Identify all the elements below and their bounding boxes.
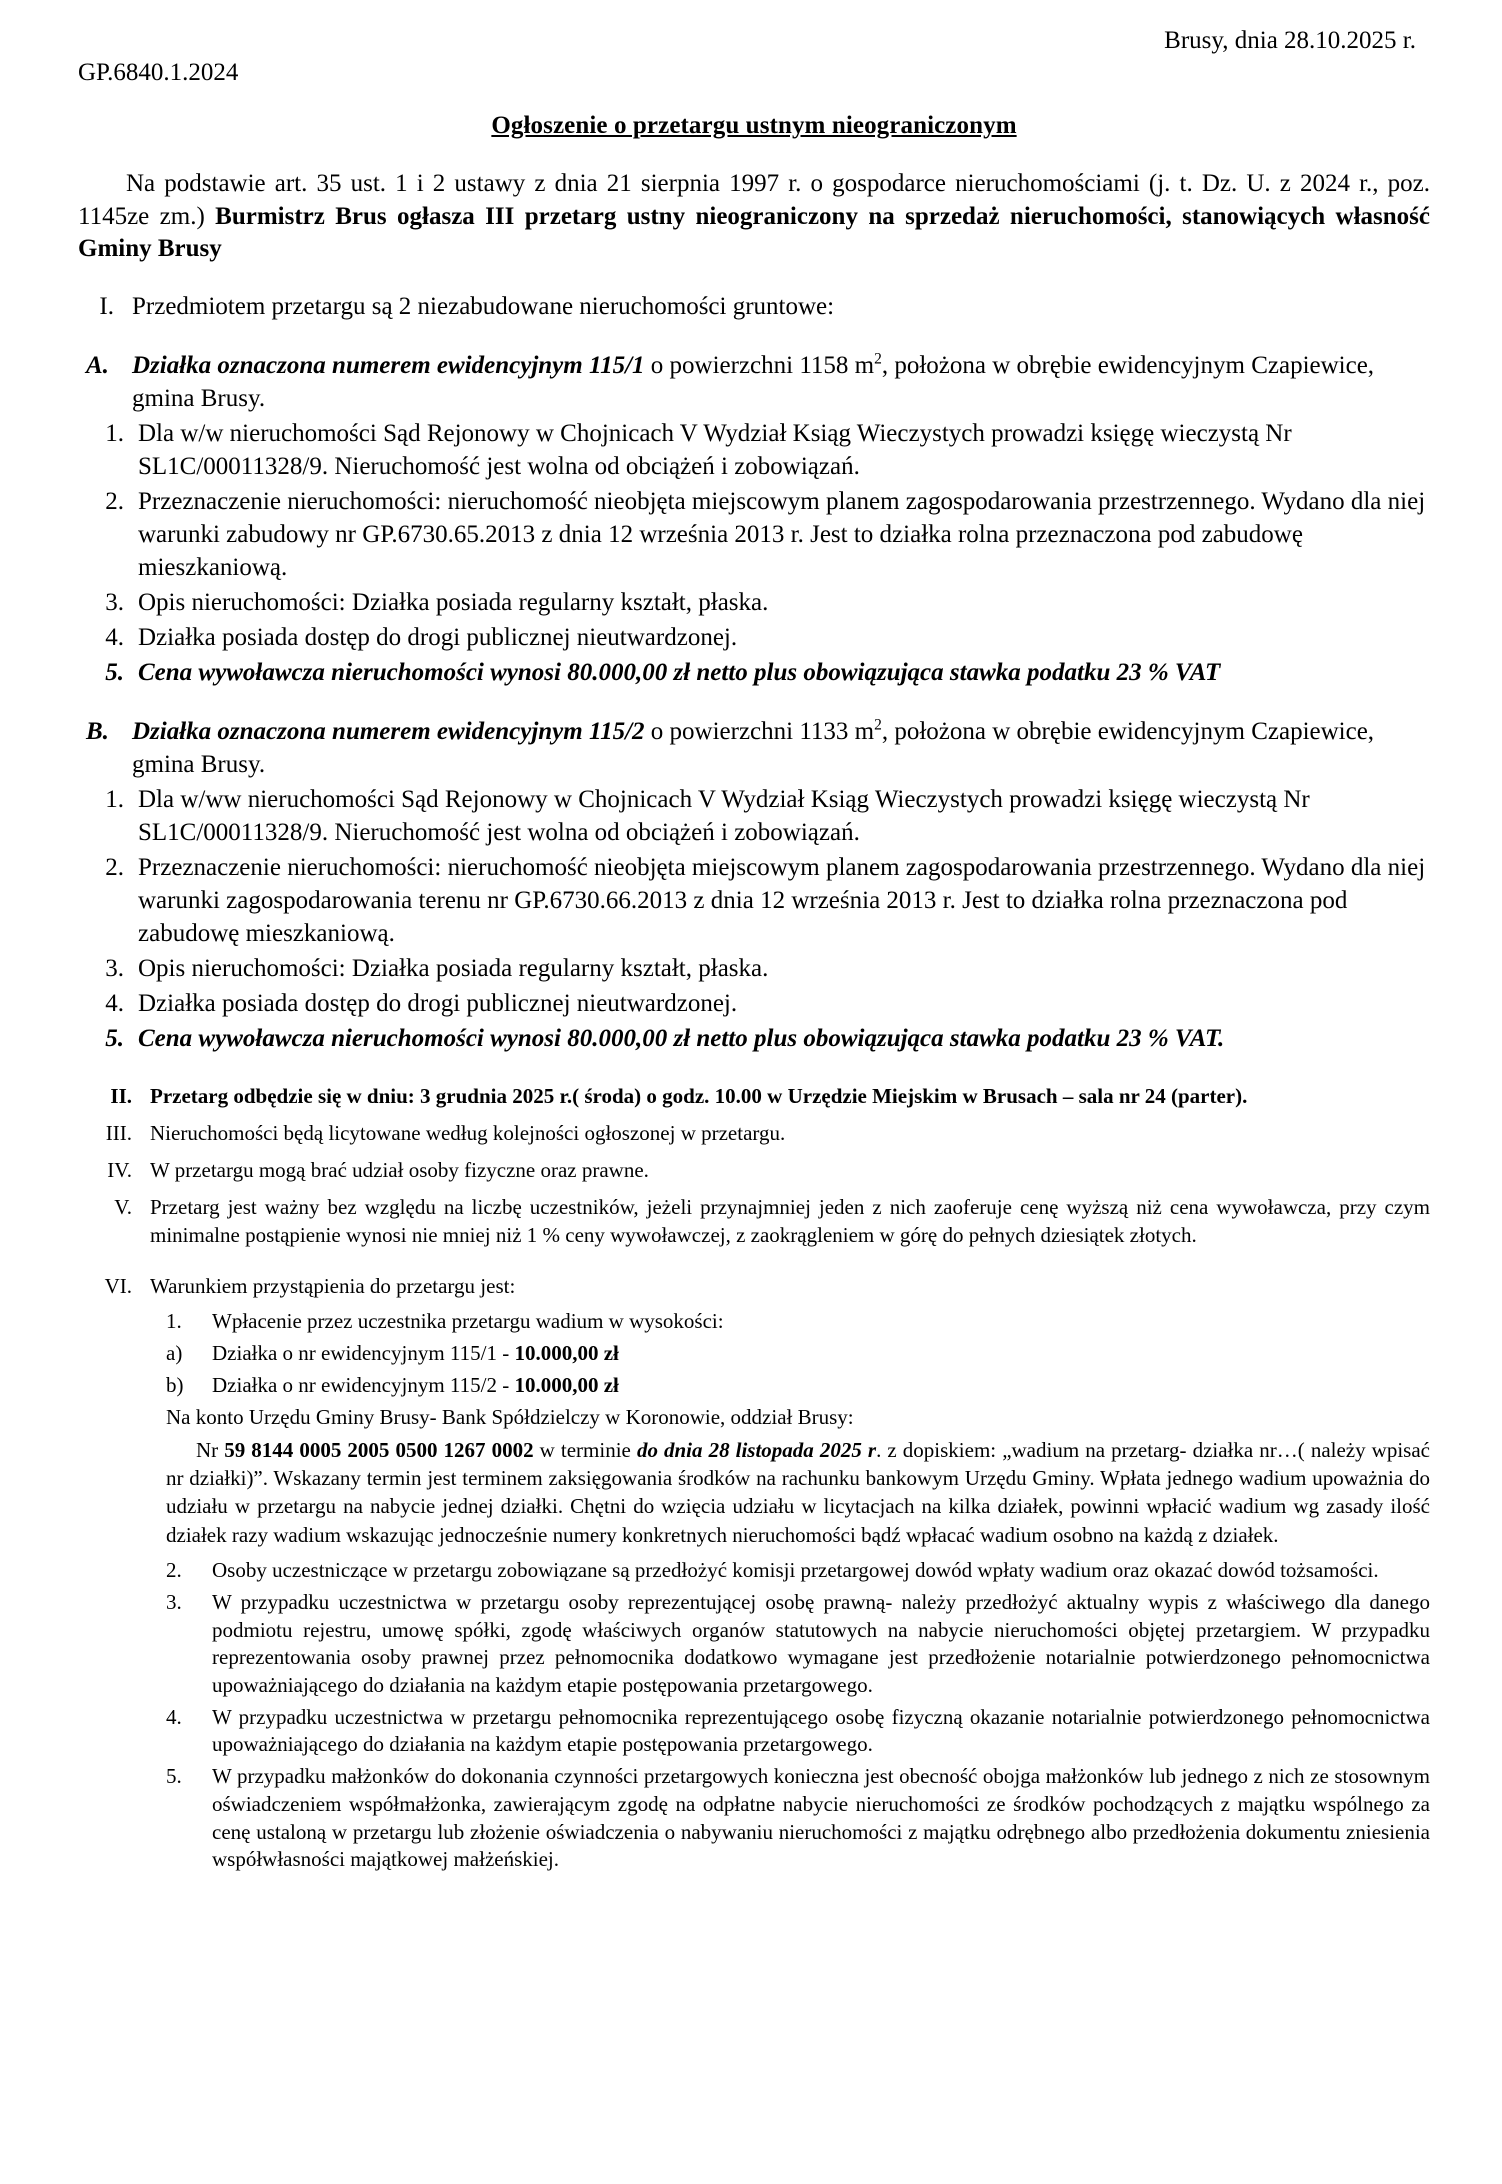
- plot-a-item-4-number: 4.: [105, 623, 124, 651]
- plot-b-price: Cena wywoławcza nieruchomości wynosi 80.000,00 zł netto plus obowiązująca stawka podatku 23 % VAT.: [138, 1024, 1225, 1052]
- plot-b-area-2: , położona w obrębie ewidencyjnym Czapiewice, gmina Brusy.: [132, 717, 1375, 778]
- plot-b-item-2-text: Przeznaczenie nieruchomości: nieruchomość nieobjęta miejscowym planem zagospodarowania przestrzennego. Wydano dla niej warunki zagospodarowania terenu nr GP.6730.66.2013 z dnia 12 września 2013 r. Jest to działka rolna przeznaczona pod zabudowę mieszkaniową.: [138, 853, 1426, 947]
- clause-VI-sublist: [166, 1308, 1430, 1399]
- page-title: Ogłoszenie o przetargu ustnym nieograniczonym: [491, 112, 1017, 139]
- plot-b-area-sup: 2: [874, 716, 882, 734]
- plot-a-area-sup: 2: [874, 350, 882, 368]
- plot-a-heading-text: [132, 349, 1430, 415]
- vi-item-b-number: b): [166, 1372, 184, 1397]
- list-item: [166, 1372, 1430, 1400]
- plot-b-item-4-text: Działka posiada dostęp do drogi publicznej nieutwardzonej.: [138, 989, 738, 1017]
- plot-a-area-2: , położona w obrębie ewidencyjnym Czapiewice, gmina Brusy.: [132, 351, 1375, 412]
- list-item: [166, 1340, 1430, 1368]
- plot-a-item-1-text: Dla w/w nieruchomości Sąd Rejonowy w Chojnicach V Wydział Ksiąg Wieczystych prowadzi księgę wieczystą Nr SL1C/00011328/9. Nieruchomość jest wolna od obciążeń i zobowiązań.: [138, 419, 1292, 480]
- plot-b-heading: [78, 715, 1430, 781]
- list-item: [78, 783, 1430, 849]
- list-item: [78, 621, 1430, 654]
- plot-b-items: [78, 783, 1430, 1055]
- vi-item-5-text: W przypadku małżonków do dokonania czynności przetargowych konieczna jest obecność obojga małżonków lub jednego z nich ze stosownym oświadczeniem współmałżonka, zawierającym zgodę na odpłatne nabycie nieruchomości ze środków pochodzących z majątku wspólnego za cenę ustaloną w przetargu lub złożenie oświadczenia o nabywaniu nieruchomości z majątku odrębnego albo przedłożenia dokumentu zniesienia współwłasności majątkowej małżeńskiej.: [212, 1764, 1430, 1872]
- clause-IV-text: W przetargu mogą brać udział osoby fizyczne oraz prawne.: [150, 1158, 649, 1183]
- list-item: [78, 586, 1430, 619]
- plot-a-item-3-number: 3.: [105, 588, 124, 616]
- account-tail: . z dopiskiem: „wadium na przetarg- działka nr…( należy wpisać nr działki)”. Wskazany termin jest terminem zaksięgowania środków na rachunku bankowym Urzędu Gminy. Wpłata jednego wadium upoważnia do udziału w przetargu na nabycie jednej działki. Chętni do wzięcia udziału w licytacjach na kilka działek, powinni wpłacić wadium wg zasady ilość działek razy wadium wskazując jednocześnie numery konkretnych nieruchomości bądź wpłacać wadium osobno na każdą z działek.: [166, 1437, 1430, 1547]
- plot-a-price: Cena wywoławcza nieruchomości wynosi 80.000,00 zł netto plus obowiązująca stawka podatku 23 % VAT: [138, 658, 1221, 686]
- plot-b-area-1: o powierzchni 1133 m: [644, 717, 875, 745]
- plot-a-area-1: o powierzchni 1158 m: [644, 351, 875, 379]
- list-item: [78, 851, 1430, 950]
- clause-IV: [78, 1157, 1430, 1184]
- vi-item-b-amount: 10.000,00 zł: [514, 1372, 619, 1397]
- vi-item-b-text: [212, 1372, 1430, 1400]
- vi-item-4-text: W przypadku uczestnictwa w przetargu pełnomocnika reprezentującego osobę fizyczną okazanie notarialnie potwierdzonego pełnomocnictwa upoważniającego do działania na każdym etapie postępowania przetargowego.: [212, 1704, 1430, 1757]
- list-item: [78, 987, 1430, 1020]
- clause-II-number: II.: [110, 1083, 132, 1108]
- vi-item-a-text: [212, 1340, 1430, 1368]
- list-item: [78, 1022, 1430, 1055]
- vi-item-b-label: Działka o nr ewidencyjnym 115/2 -: [212, 1372, 515, 1397]
- clause-III-text: Nieruchomości będą licytowane według kolejności ogłoszonej w przetargu.: [150, 1120, 786, 1145]
- plot-a-items: [78, 417, 1430, 689]
- account-mid: w terminie: [533, 1437, 637, 1462]
- plot-a-item-4-text: Działka posiada dostęp do drogi publicznej nieutwardzonej.: [138, 623, 738, 651]
- list-item: [166, 1704, 1430, 1759]
- clause-VI: [78, 1273, 1430, 1300]
- clause-II: [78, 1083, 1430, 1110]
- payment-deadline: do dnia 28 listopada 2025 r: [636, 1437, 877, 1462]
- clause-VI-number: VI.: [104, 1273, 132, 1298]
- plot-b-item-5-number: 5.: [105, 1024, 124, 1052]
- clause-III-number: III.: [105, 1120, 132, 1145]
- clause-V: [78, 1194, 1430, 1249]
- plot-b-item-3-text: Opis nieruchomości: Działka posiada regularny kształt, płaska.: [138, 954, 769, 982]
- account-number: 59 8144 0005 2005 0500 1267 0002: [224, 1437, 534, 1462]
- bank-line: Na konto Urzędu Gminy Brusy- Bank Spółdzielczy w Koronowie, oddział Brusy:: [166, 1405, 854, 1430]
- intro-part-1: Na podstawie art. 35 ust. 1 i 2 ustawy z dnia 21 sierpnia 1997 r. o gospodarce nieruchomościami (j. t. Dz. U. z 2024 r., poz. 1145ze zm.): [78, 170, 1430, 230]
- plot-a-item-2-text: Przeznaczenie nieruchomości: nieruchomość nieobjęta miejscowym planem zagospodarowania przestrzennego. Wydano dla niej warunki zabudowy nr GP.6730.65.2013 z dnia 12 września 2013 r. Jest to działka rolna przeznaczona pod zabudowę mieszkaniową.: [138, 487, 1426, 581]
- account-label: Nr: [196, 1437, 225, 1462]
- intro-part-2: Burmistrz Brus ogłasza III przetarg ustny nieograniczony na sprzedaż nieruchomości, stanowiących własność Gminy Brusy: [78, 202, 1430, 262]
- header-case-number: GP.6840.1.2024: [78, 59, 239, 86]
- clause-III: [78, 1120, 1430, 1147]
- plot-b-item-3-number: 3.: [105, 954, 124, 982]
- plot-a-item-3-text: Opis nieruchomości: Działka posiada regularny kształt, płaska.: [138, 588, 769, 616]
- vi-item-5-number: 5.: [166, 1764, 182, 1789]
- clause-IV-number: IV.: [107, 1158, 132, 1183]
- clause-II-text: Przetarg odbędzie się w dniu: 3 grudnia 2025 r.( środa) o godz. 10.00 w Urzędzie Miejskim w Brusach – sala nr 24 (parter).: [150, 1083, 1248, 1108]
- account-paragraph: [166, 1436, 1430, 1549]
- list-item: [166, 1557, 1430, 1585]
- list-item: [78, 656, 1430, 689]
- vi-item-3-number: 3.: [166, 1589, 182, 1614]
- vi-item-2-number: 2.: [166, 1558, 182, 1583]
- list-item: [166, 1589, 1430, 1700]
- plot-a-item-2-number: 2.: [105, 487, 124, 515]
- clause-V-text: Przetarg jest ważny bez względu na liczbę uczestników, jeżeli przynajmniej jeden z nich zaoferuje cenę wyższą niż cena wywoławcza, przy czym minimalne postąpienie wynosi nie mniej niż 1 % ceny wywoławczej, z zaokrągleniem w górę do pełnych dziesiątek złotych.: [150, 1195, 1430, 1247]
- plot-b-item-1-number: 1.: [105, 785, 124, 813]
- clause-I-number: I.: [99, 292, 114, 320]
- plot-a-heading: [78, 349, 1430, 415]
- plot-b-title: Działka oznaczona numerem ewidencyjnym 115/2: [132, 717, 645, 745]
- vi-item-4-number: 4.: [166, 1704, 182, 1729]
- plot-b-item-1-text: Dla w/ww nieruchomości Sąd Rejonowy w Chojnicach V Wydział Ksiąg Wieczystych prowadzi księgę wieczystą Nr SL1C/00011328/9. Nieruchomość jest wolna od obciążeń i zobowiązań.: [138, 785, 1310, 846]
- list-item: [78, 417, 1430, 483]
- document-header: [78, 26, 1430, 84]
- list-item: [78, 485, 1430, 584]
- list-item: [166, 1308, 1430, 1336]
- vi-item-a-number: a): [166, 1341, 183, 1365]
- header-place-date: Brusy, dnia 28.10.2025 r.: [1164, 27, 1416, 54]
- vi-item-1-text: Wpłacenie przez uczestnika przetargu wadium w wysokości:: [212, 1309, 724, 1334]
- clause-I: [78, 290, 1430, 323]
- vi-item-1-number: 1.: [166, 1309, 182, 1334]
- vi-item-3-text: W przypadku uczestnictwa w przetargu osoby reprezentującej osobę prawną- należy przedłożyć aktualny wypis z właściwego dla danego podmiotu rejestru, umowę spółki, zgodę właściwych organów statutowych na nabycie nieruchomości objętej przetargiem. W przypadku reprezentowania osoby prawnej przez pełnomocnika dodatkowo wymagane jest przedłożenie notarialnie potwierdzonego pełnomocnictwa upoważniającego do działania na każdym etapie postępowania przetargowego.: [212, 1589, 1430, 1698]
- vi-item-a-label: Działka o nr ewidencyjnym 115/1 -: [212, 1341, 515, 1365]
- plot-b-heading-text: [132, 715, 1430, 781]
- plot-b-item-4-number: 4.: [105, 989, 124, 1017]
- plot-a-letter: A.: [86, 351, 109, 379]
- plot-a-item-1-number: 1.: [105, 419, 124, 447]
- plot-a-title: Działka oznaczona numerem ewidencyjnym 115/1: [132, 351, 645, 379]
- plot-b-item-2-number: 2.: [105, 853, 124, 881]
- clause-I-text: Przedmiotem przetargu są 2 niezabudowane nieruchomości gruntowe:: [132, 292, 835, 320]
- plot-a-item-5-number: 5.: [105, 658, 124, 686]
- vi-item-2-text: Osoby uczestniczące w przetargu zobowiązane są przedłożyć komisji przetargowej dowód wpłaty wadium oraz okazać dowód tożsamości.: [212, 1558, 1379, 1583]
- clause-VI-lead: Warunkiem przystąpienia do przetargu jest:: [150, 1273, 516, 1298]
- list-item: [166, 1763, 1430, 1874]
- vi-item-a-amount: 10.000,00 zł: [514, 1341, 619, 1365]
- plot-b-letter: B.: [86, 717, 109, 745]
- intro-paragraph: [78, 168, 1430, 266]
- clause-V-number: V.: [114, 1195, 132, 1220]
- list-item: [78, 952, 1430, 985]
- clause-VI-sublist-rest: [166, 1557, 1430, 1874]
